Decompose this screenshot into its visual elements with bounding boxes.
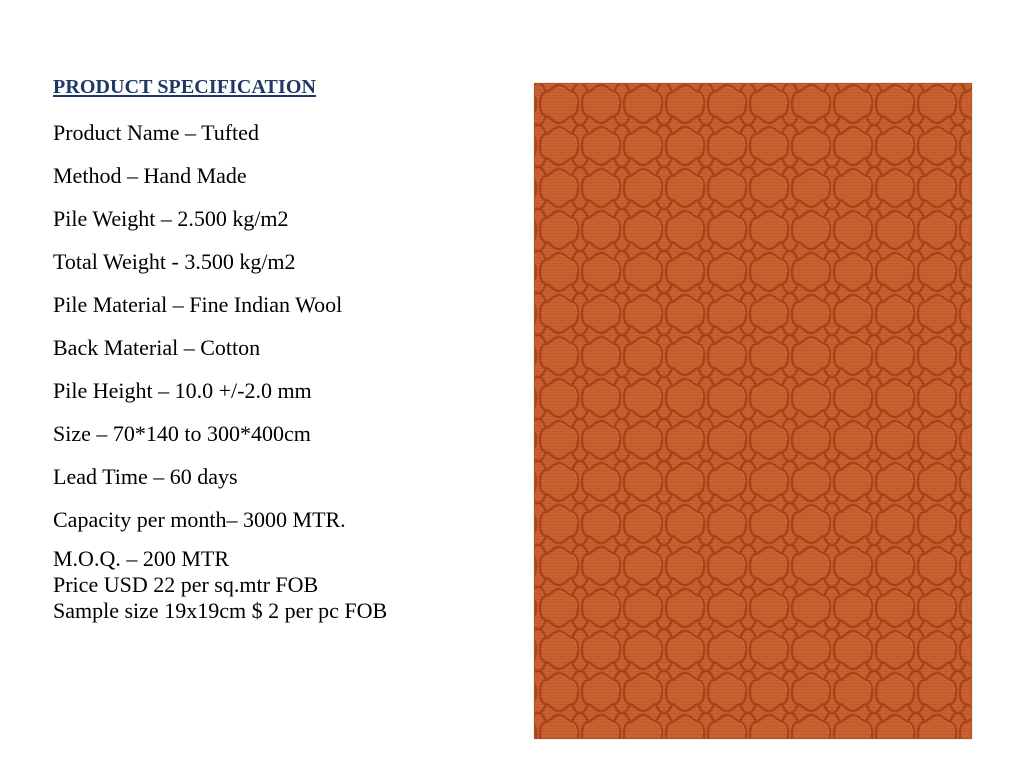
spec-pile-height: Pile Height – 10.0 +/-2.0 mm <box>53 378 312 403</box>
spec-pile-material: Pile Material – Fine Indian Wool <box>53 292 343 317</box>
pricing-block <box>53 546 387 624</box>
rug-image <box>534 83 972 739</box>
section-heading: PRODUCT SPECIFICATION <box>53 76 317 98</box>
spec-product-name: Product Name – Tufted <box>53 120 259 145</box>
rug-pattern-graphic <box>534 83 972 739</box>
spec-capacity: Capacity per month– 3000 MTR. <box>53 507 346 532</box>
spec-total-weight: Total Weight - 3.500 kg/m2 <box>53 249 296 274</box>
sample-line: Sample size 19x19cm $ 2 per pc FOB <box>53 598 388 623</box>
moq-line: M.O.Q. – 200 MTR <box>53 546 230 571</box>
spec-list <box>53 118 346 548</box>
spec-size: Size – 70*140 to 300*400cm <box>53 421 311 446</box>
spec-back-material: Back Material – Cotton <box>53 335 261 360</box>
spec-pile-weight: Pile Weight – 2.500 kg/m2 <box>53 206 289 231</box>
price-line: Price USD 22 per sq.mtr FOB <box>53 572 319 597</box>
spec-lead-time: Lead Time – 60 days <box>53 464 238 489</box>
spec-method: Method – Hand Made <box>53 163 247 188</box>
